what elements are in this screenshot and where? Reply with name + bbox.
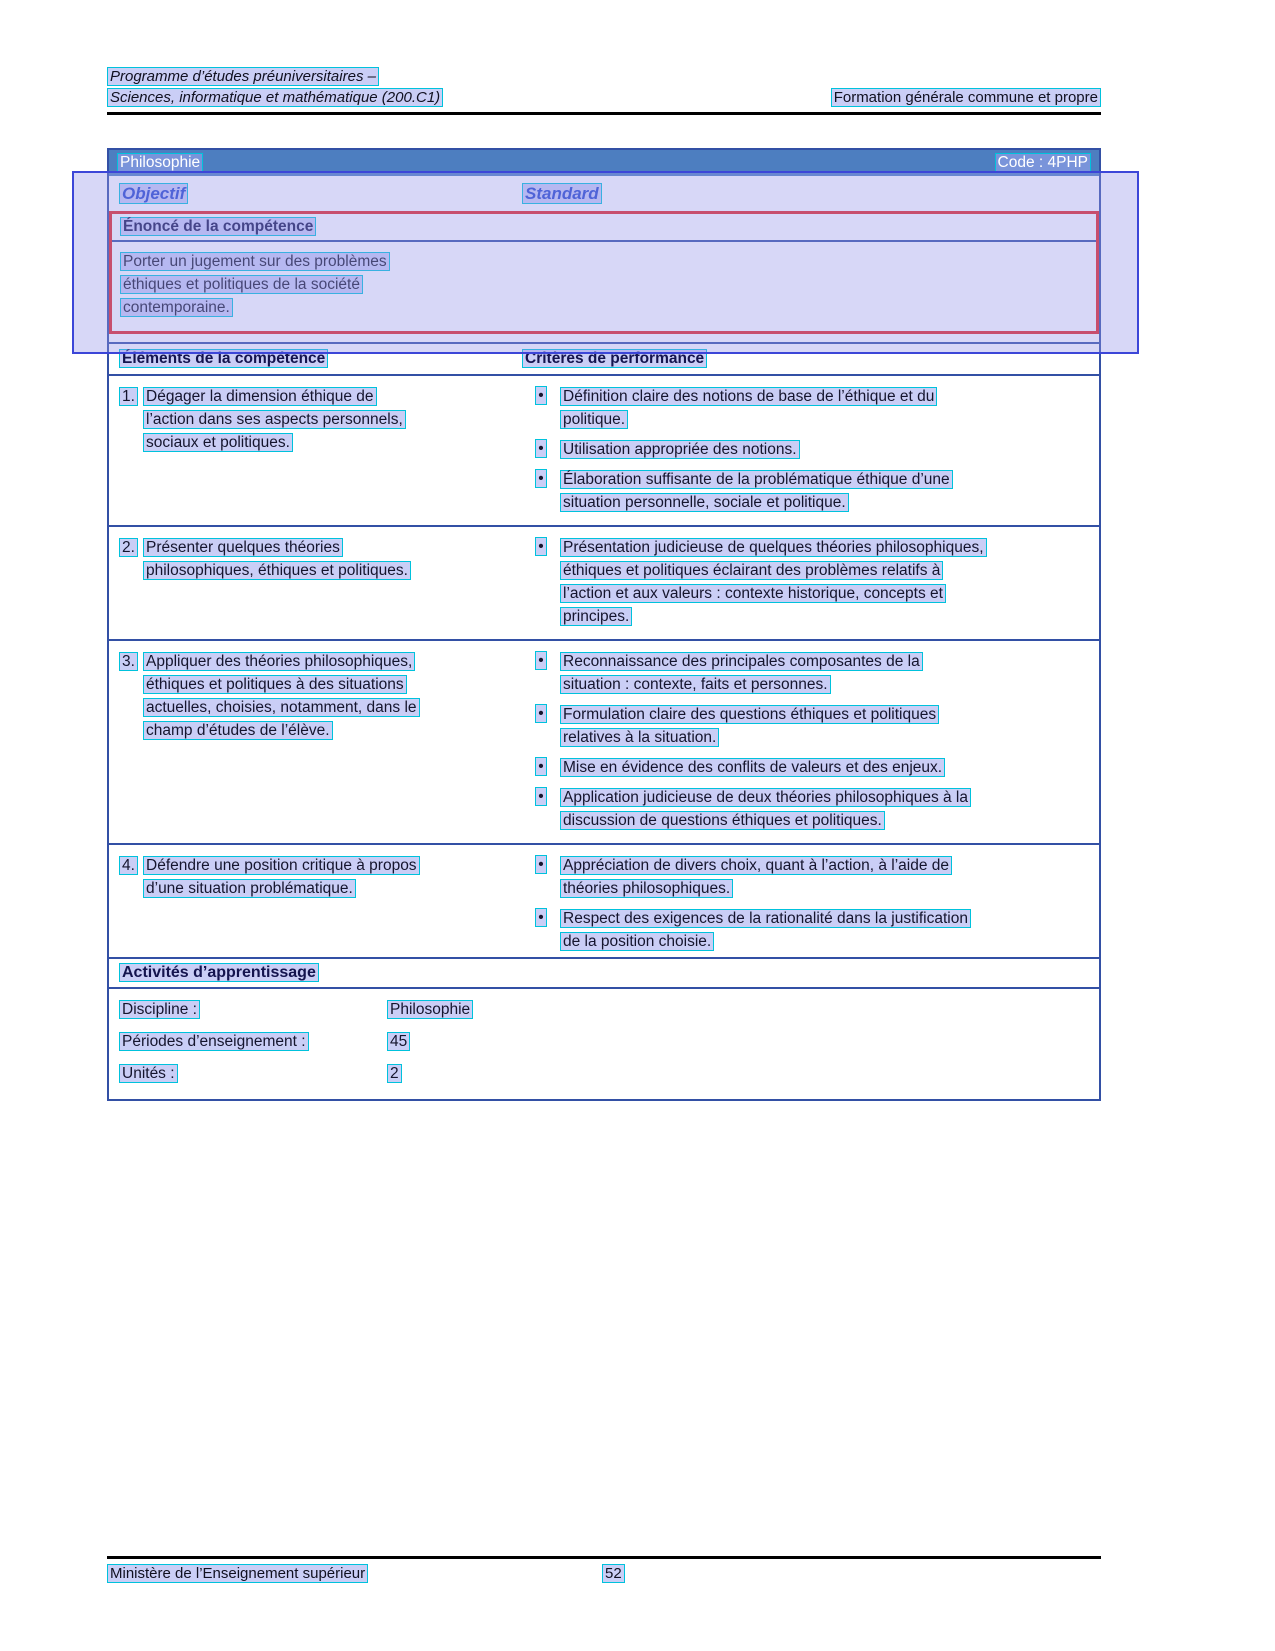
criterion-line: éthiques et politiques éclairant des problèmes relatifs à (560, 561, 943, 580)
bullet-icon: • (535, 651, 546, 670)
criterion-item (522, 536, 1099, 628)
criterion-line: Appréciation de divers choix, quant à l’action, à l’aide de (560, 856, 952, 875)
criterion-line: Élaboration suffisante de la problématique éthique d’une (560, 470, 953, 489)
criterion-line: Utilisation appropriée des notions. (560, 440, 800, 459)
enonce-line: contemporaine. (120, 298, 233, 317)
criterion-line: de la position choisie. (560, 932, 714, 951)
criterion-item (522, 468, 1099, 514)
course-table (107, 148, 1101, 1026)
discipline-value: Philosophie (387, 1000, 473, 1019)
enonce-line: Porter un jugement sur des problèmes (120, 252, 390, 271)
bullet-icon: • (535, 439, 546, 458)
table-row (109, 641, 1099, 845)
criterion-item (522, 703, 1099, 749)
criterion-item (522, 650, 1099, 696)
criterion-line: principes. (560, 607, 632, 626)
header-rule (107, 112, 1101, 115)
element-line: éthiques et politiques à des situations (143, 675, 407, 694)
bullet-icon: • (535, 469, 546, 488)
criterion-item (522, 907, 1099, 953)
criterion-line: Mise en évidence des conflits de valeurs et des enjeux. (560, 758, 945, 777)
element-line: Appliquer des théories philosophiques, (143, 652, 415, 671)
competence-table-header (109, 342, 1099, 376)
criterion-line: Application judicieuse de deux théories philosophiques à la (560, 788, 971, 807)
criterion-line: l’action et aux valeurs : contexte historique, concepts et (560, 584, 946, 603)
element-line: champ d’études de l’élève. (143, 721, 333, 740)
criterion-line: théories philosophiques. (560, 879, 733, 898)
periodes-value: 45 (387, 1032, 410, 1051)
criterion-line: Reconnaissance des principales composantes de la (560, 652, 923, 671)
discipline-label: Discipline : (119, 1000, 200, 1019)
course-title: Philosophie (117, 153, 203, 173)
criterion-item (522, 756, 1099, 779)
bullet-icon: • (535, 386, 546, 405)
bullet-icon: • (535, 704, 546, 723)
element-line: sociaux et politiques. (143, 433, 293, 452)
criterion-line: situation : contexte, faits et personnes. (560, 675, 831, 694)
criterion-line: Présentation judicieuse de quelques théories philosophiques, (560, 538, 987, 557)
program-title: Programme d’études préuniversitaires – (107, 67, 379, 86)
element-line: d’une situation problématique. (143, 879, 356, 898)
criterion-line: Respect des exigences de la rationalité dans la justification (560, 909, 971, 928)
criterion-line: Définition claire des notions de base de l’éthique et du (560, 387, 937, 406)
program-subtitle: Sciences, informatique et mathématique (200.C1) (107, 88, 443, 107)
element-line: Présenter quelques théories (143, 538, 343, 557)
page-number: 52 (602, 1564, 625, 1583)
bullet-icon: • (535, 855, 546, 874)
formation-label: Formation générale commune et propre (831, 88, 1101, 107)
criterion-line: Formulation claire des questions éthiques et politiques (560, 705, 939, 724)
criterion-item (522, 854, 1099, 900)
unites-value: 2 (387, 1064, 402, 1083)
element-line: Dégager la dimension éthique de (143, 387, 377, 406)
element-line: l’action dans ses aspects personnels, (143, 410, 406, 429)
course-title-bar (109, 150, 1099, 176)
activites-box (107, 957, 1101, 1101)
document-header (107, 68, 1101, 115)
element-line: actuelles, choisies, notamment, dans le (143, 698, 420, 717)
periodes-label: Périodes d’enseignement : (119, 1032, 309, 1051)
bullet-icon: • (535, 757, 546, 776)
criterion-item (522, 786, 1099, 832)
objectif-standard-row (109, 176, 1099, 209)
enonce-title: Énoncé de la compétence (120, 217, 316, 236)
element-number: 3. (119, 652, 138, 671)
bullet-icon: • (535, 908, 546, 927)
course-code: Code : 4PHP (995, 153, 1091, 173)
activites-row (119, 1065, 1089, 1083)
element-line: philosophiques, éthiques et politiques. (143, 561, 411, 580)
unites-label: Unités : (119, 1064, 178, 1083)
criterion-line: relatives à la situation. (560, 728, 719, 747)
footer-rule (107, 1556, 1101, 1559)
criterion-item (522, 385, 1099, 431)
col-header-criteres: Critères de performance (522, 349, 707, 368)
criterion-line: politique. (560, 410, 628, 429)
standard-label: Standard (522, 183, 602, 204)
ministry-label: Ministère de l’Enseignement supérieur (107, 1564, 368, 1583)
activites-row (119, 1001, 1089, 1019)
element-number: 1. (119, 387, 138, 406)
criterion-item (522, 438, 1099, 461)
enonce-body (112, 242, 1096, 331)
document-footer (107, 1556, 1101, 1585)
element-line: Défendre une position critique à propos (143, 856, 420, 875)
objectif-label: Objectif (119, 183, 188, 204)
bullet-icon: • (535, 787, 546, 806)
enonce-box (109, 211, 1099, 334)
element-number: 4. (119, 856, 138, 875)
col-header-elements: Éléments de la compétence (119, 349, 328, 368)
element-number: 2. (119, 538, 138, 557)
activites-title: Activités d’apprentissage (119, 963, 319, 982)
table-row (109, 376, 1099, 527)
bullet-icon: • (535, 537, 546, 556)
criterion-line: situation personnelle, sociale et politique. (560, 493, 849, 512)
table-row (109, 527, 1099, 641)
enonce-line: éthiques et politiques de la société (120, 275, 363, 294)
activites-row (119, 1033, 1089, 1051)
criterion-line: discussion de questions éthiques et politiques. (560, 811, 885, 830)
